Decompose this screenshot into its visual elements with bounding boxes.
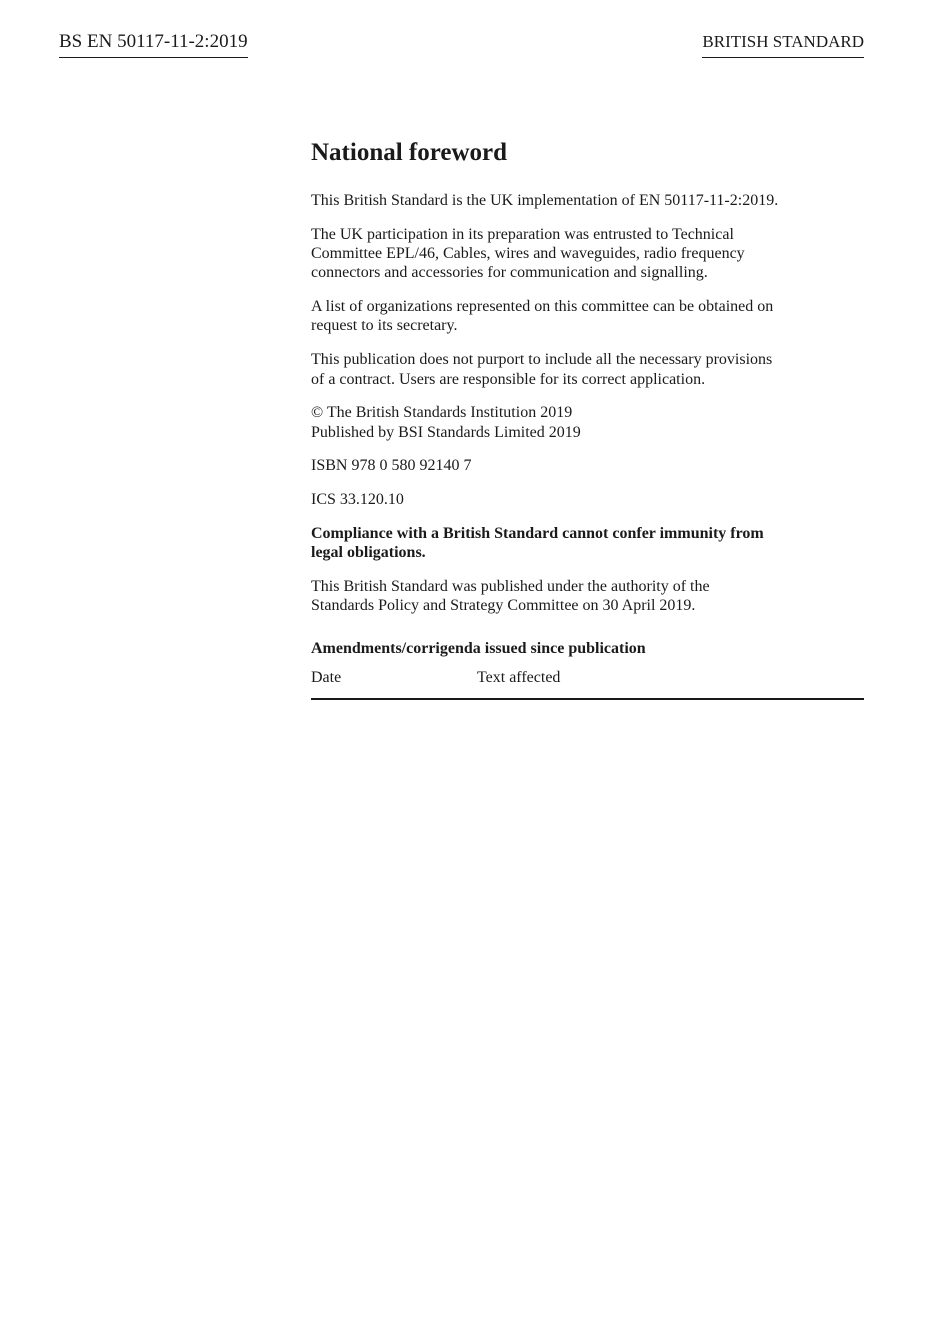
provisions-paragraph: This publication does not purport to include all the necessary provisions of a contract. Users are responsible for its correct application. [311,351,773,388]
ics-paragraph: ICS 33.120.10 [311,491,404,509]
date-column-header: Date [311,668,477,699]
organizations-paragraph: A list of organizations represented on this committee can be obtained on request to its secretary. [311,298,774,335]
authority-paragraph: This British Standard was published under the authority of the Standards Policy and Strategy Committee on 30 April 2019. [311,578,710,615]
text-affected-column-header: Text affected [477,668,864,699]
committee-paragraph: The UK participation in its preparation was entrusted to Technical Committee EPL/46, Cables, wires and waveguides, radio frequency connectors and accessories for communication and signalling. [311,225,745,282]
table-header-row [311,668,864,699]
page-title: National foreword [311,139,508,166]
standard-type: BRITISH STANDARD [702,31,864,58]
national-foreword-section [311,138,864,700]
amendments-heading: Amendments/corrigenda issued since publication [311,639,646,657]
isbn-paragraph: ISBN 978 0 580 92140 7 [311,457,472,475]
copyright-paragraph: © The British Standards Institution 2019 Published by BSI Standards Limited 2019 [311,404,581,441]
amendments-table [311,668,864,700]
implementation-paragraph: This British Standard is the UK implementation of EN 50117-11-2:2019. [311,192,779,209]
standard-number: BS EN 50117-11-2:2019 [59,30,248,58]
compliance-notice: Compliance with a British Standard cannot confer immunity from legal obligations. [311,525,764,562]
